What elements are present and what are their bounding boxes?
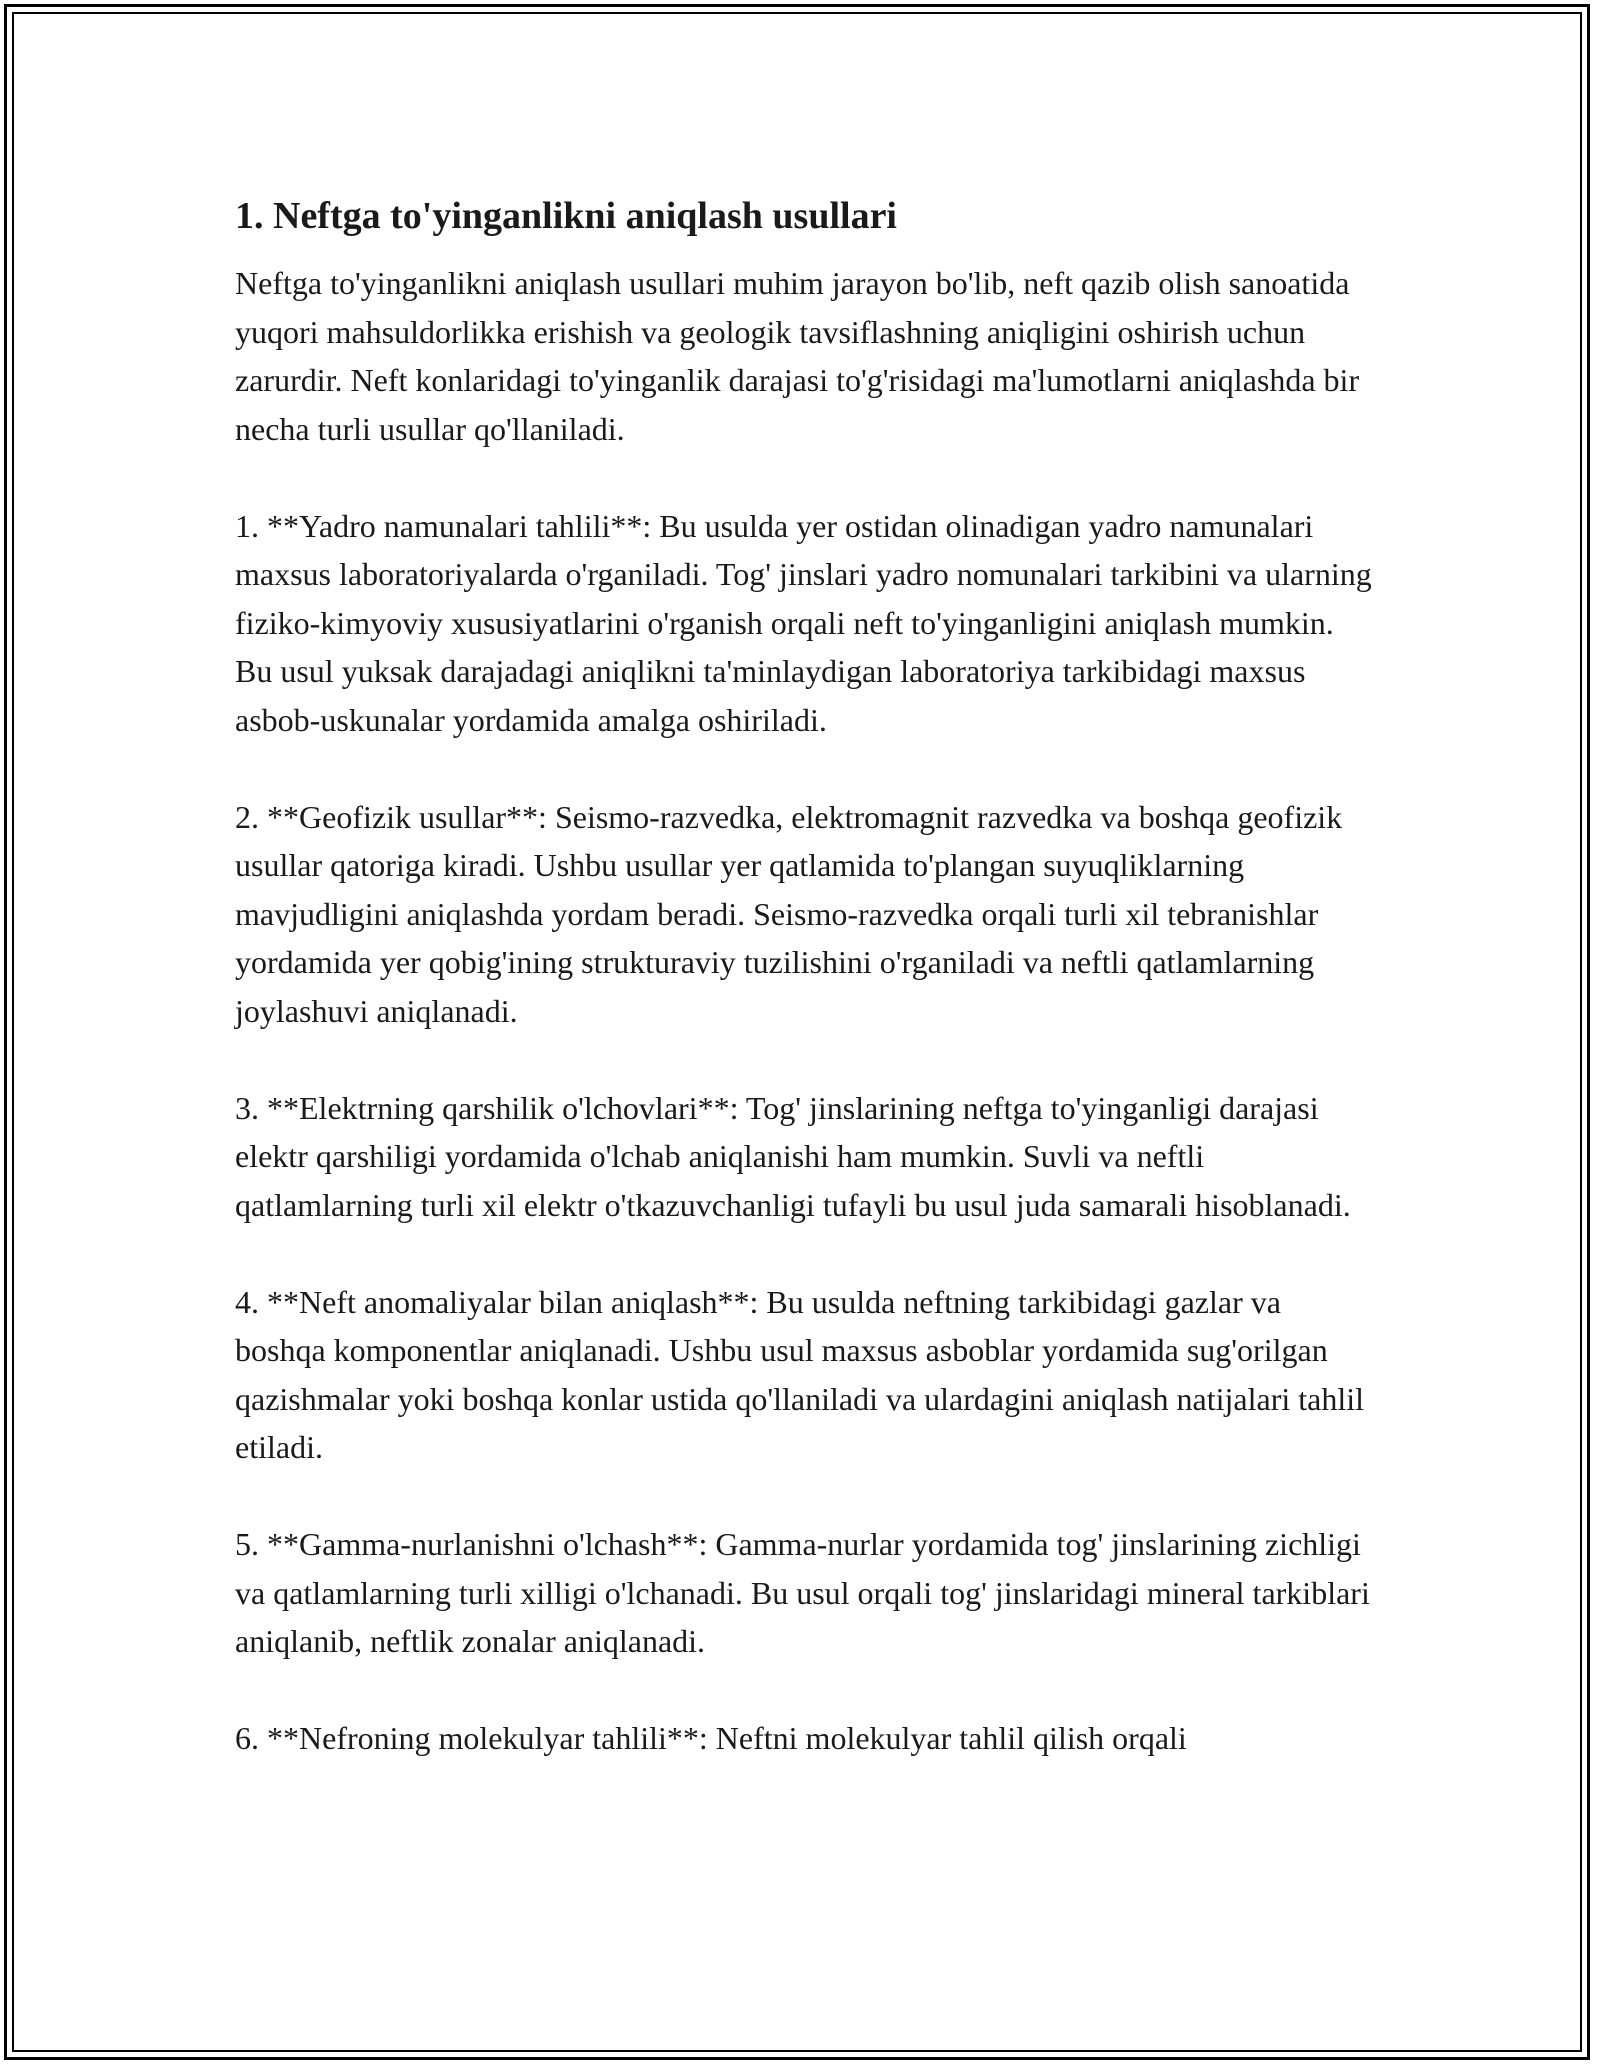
list-item-2-paragraph: 2. **Geofizik usullar**: Seismo-razvedka, elektromagnit razvedka va boshqa geofizik usullar qatoriga kiradi. Ushbu usullar yer qatlamida to'plangan suyuqliklarning mavjudligini aniqlashda yordam beradi. Seismo-razvedka orqali turli xil tebranishlar yordamida yer qobig'ining strukturaviy tuzilishini o'rganiladi va neftli qatlamlarning joylashuvi aniqlanadi. bbox=[235, 798, 1343, 1029]
list-item-1-paragraph: 1. **Yadro namunalari tahlili**: Bu usulda yer ostidan olinadigan yadro namunalari maxsus laboratoriyalarda o'rganiladi. Tog' jinslari yadro nomunalari tarkibini va ularning fiziko-kimyoviy xususiyatlarini o'rganish orqali neft to'yinganligini aniqlash mumkin. Bu usul yuksak darajadagi aniqlikni ta'minlaydigan laboratoriya tarkibidagi maxsus asbob-uskunalar yordamida amalga oshiriladi. bbox=[235, 507, 1372, 738]
list-item-5-paragraph: 5. **Gamma-nurlanishni o'lchash**: Gamma-nurlar yordamida tog' jinslarining zichligi va qatlamlarning turli xilligi o'lchanadi. Bu usul orqali tog' jinslaridagi mineral tarkiblari aniqlanib, neftlik zonalar aniqlanadi. bbox=[235, 1526, 1370, 1660]
document-title: 1. Neftga to'yinganlikni aniqlash usullari bbox=[235, 195, 897, 237]
list-item-6-paragraph: 6. **Nefroning molekulyar tahlili**: Neftni molekulyar tahlil qilish orqali bbox=[235, 1720, 1187, 1757]
list-item-3-paragraph: 3. **Elektrning qarshilik o'lchovlari**: Tog' jinslarining neftga to'yinganligi darajasi elektr qarshiligi yordamida o'lchab aniqlanishi ham mumkin. Suvli va neftli qatlamlarning turli xil elektr o'tkazuvchanligi tufayli bu usul juda samarali hisoblanadi. bbox=[235, 1089, 1351, 1223]
list-item-4-paragraph: 4. **Neft anomaliyalar bilan aniqlash**: Bu usulda neftning tarkibidagi gazlar va boshqa komponentlar aniqlanadi. Ushbu usul maxsus asboblar yordamida sug'orilgan qazishmalar yoki boshqa konlar ustida qo'llaniladi va ulardagini aniqlash natijalari tahlil etiladi. bbox=[235, 1283, 1365, 1466]
document-body bbox=[235, 180, 1375, 1811]
intro-paragraph: Neftga to'yinganlikni aniqlash usullari muhim jarayon bo'lib, neft qazib olish sanoatida yuqori mahsuldorlikka erishish va geologik tavsiflashning aniqligini oshirish uchun zarurdir. Neft konlaridagi to'yinganlik darajasi to'g'risidagi ma'lumotlarni aniqlashda bir necha turli usullar qo'llaniladi. bbox=[235, 265, 1360, 447]
